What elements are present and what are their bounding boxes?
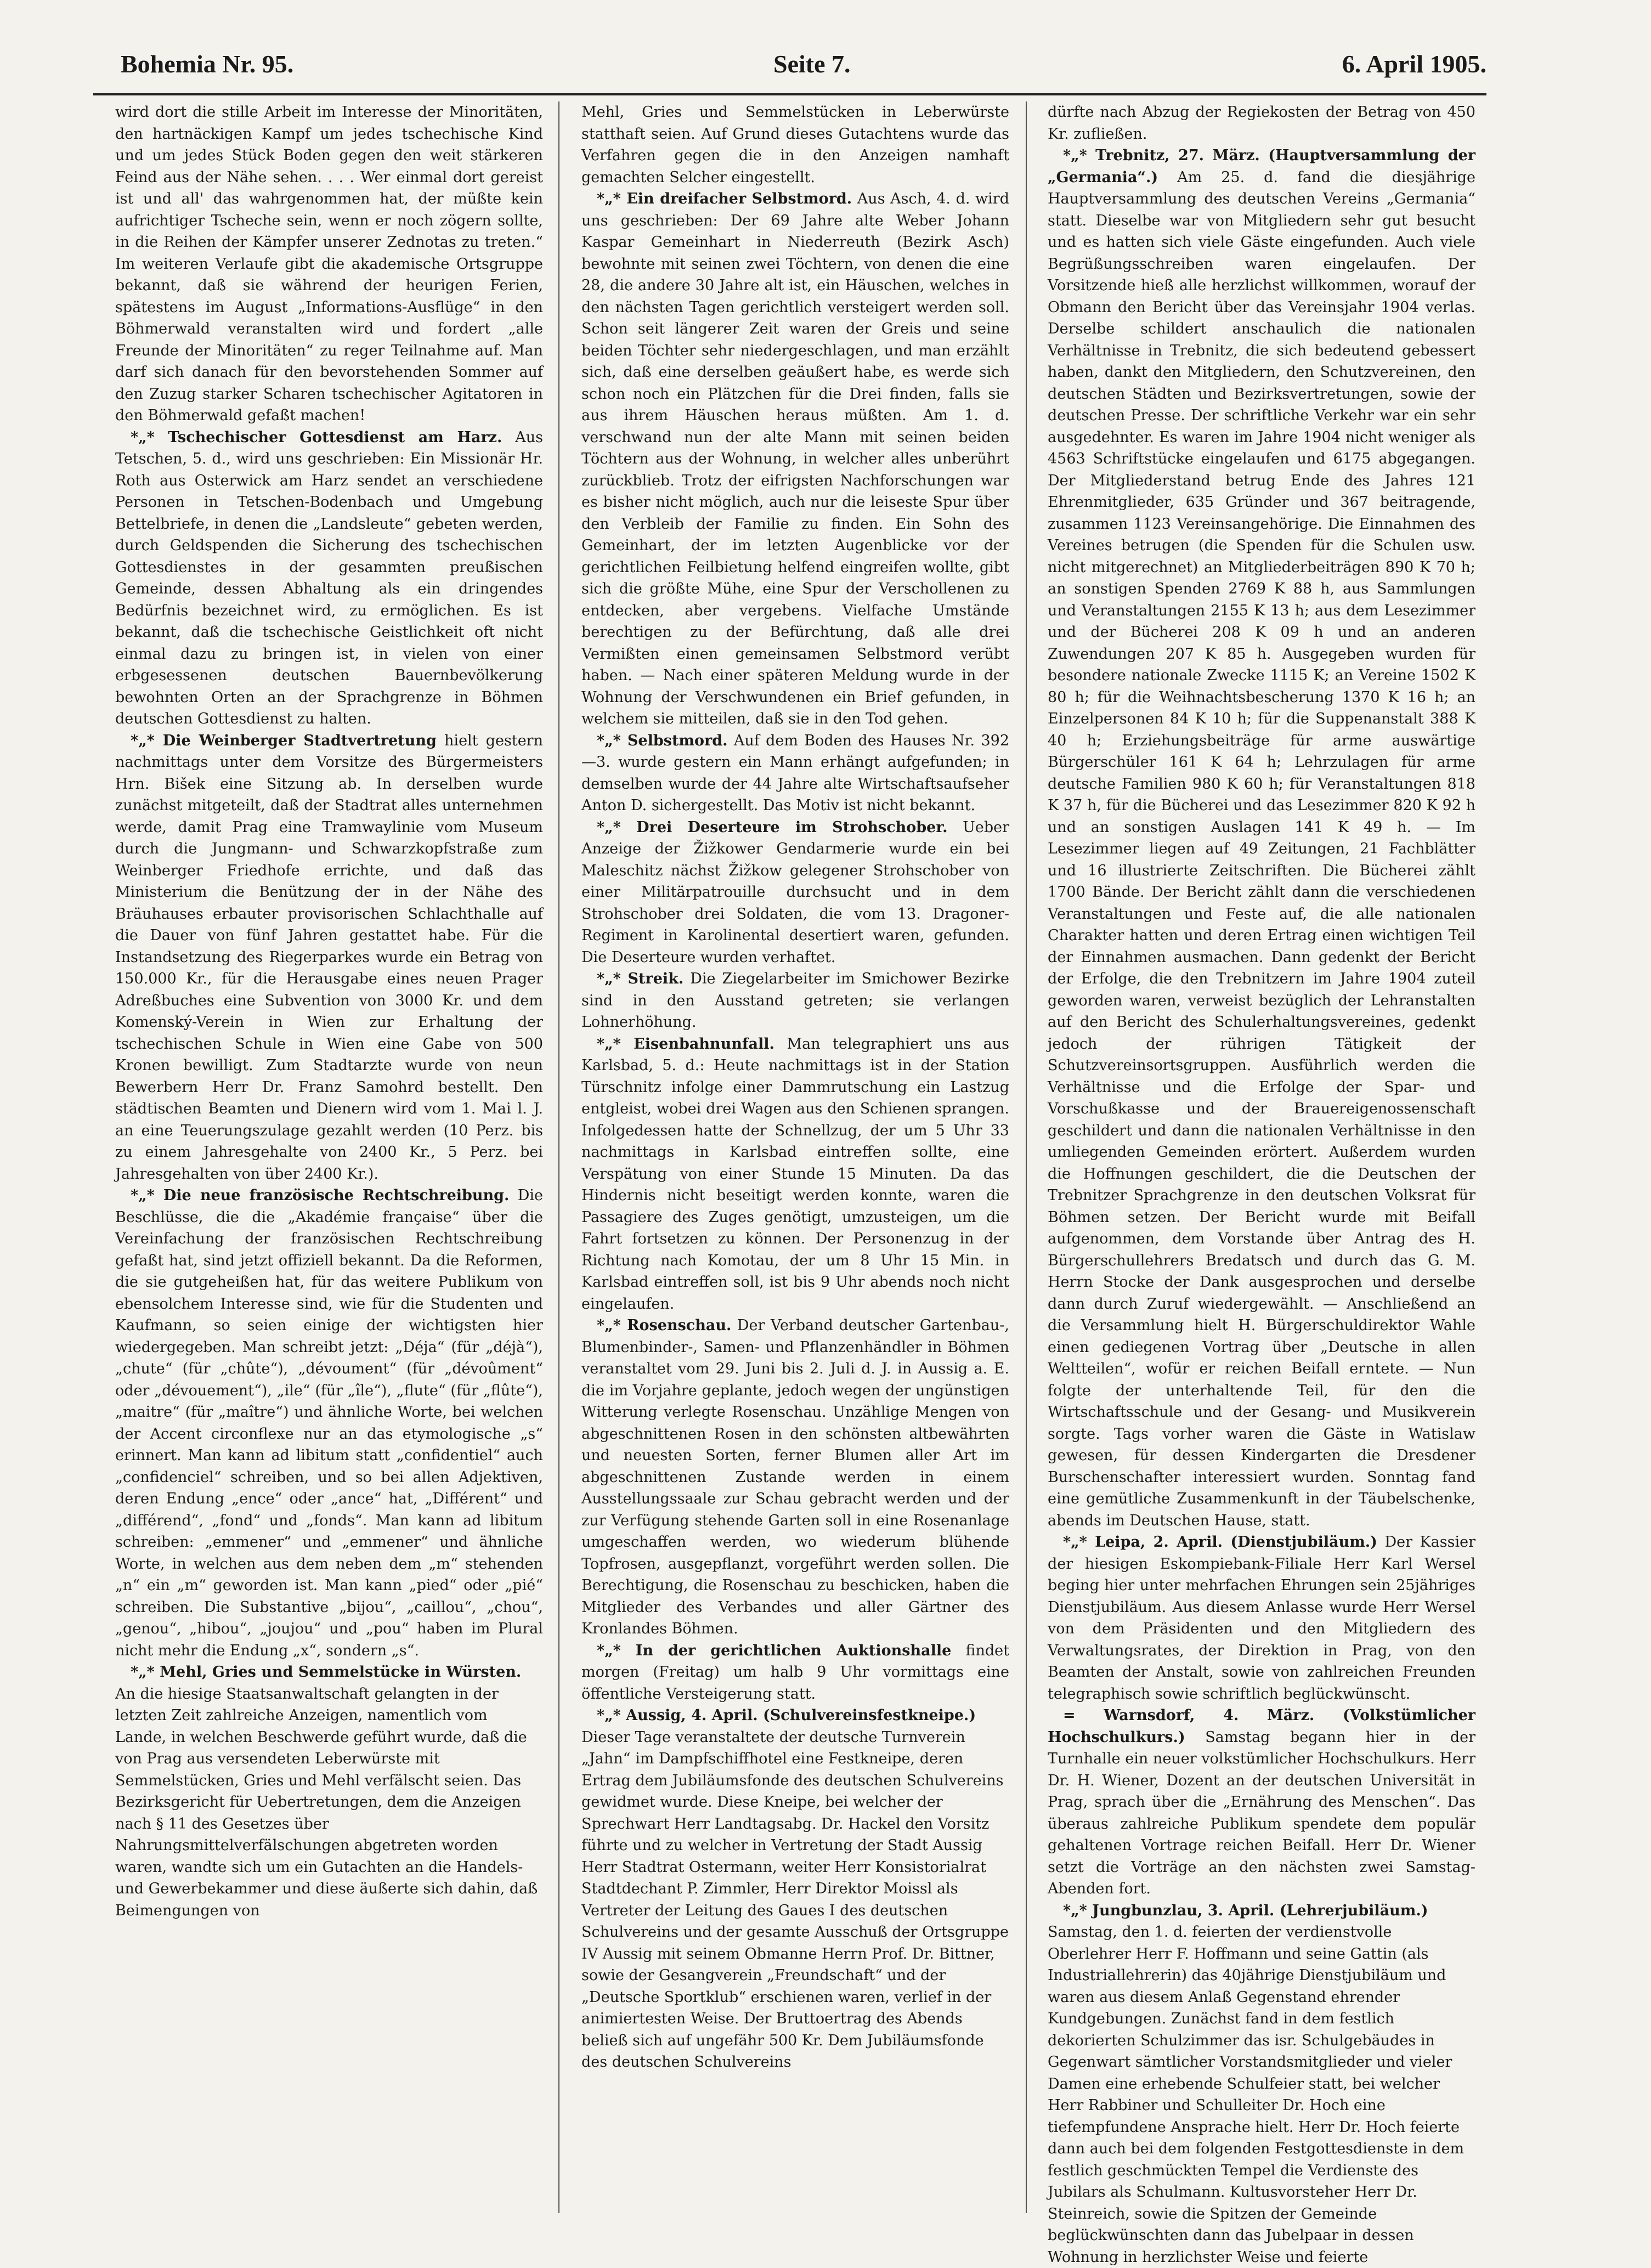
column-1: [115, 101, 543, 2213]
article-headline: *„* Die neue französische Rechtschreibung.: [131, 1187, 510, 1204]
article-text: Man telegraphiert uns aus Karlsbad, 5. d.: Heute nachmittags ist in der Station Türschnitz infolge einer Dammrutschung ein Lastzug entgleist, wobei drei Wagen aus den Schienen sprangen. Infolgedessen hatte der Schnellzug, der um 5 Uhr 33 nachmittags in Karlsbad eintreffen sollte, eine Verspätung von einer Stunde 15 Minuten. Da das Hindernis nicht beseitigt werden konnte, waren die Passagiere des Zuges genötigt, umzusteigen, um die Fahrt fortsetzen zu können. Der Personenzug in der Richtung nach Komotau, der um 8 Uhr 15 Min. in Karlsbad eintreffen soll, ist bis 9 Uhr abends noch nicht eingelaufen.: [581, 1035, 1009, 1313]
page-number: Seite 7.: [773, 50, 851, 78]
article-headline: *„* Streik.: [597, 970, 684, 987]
column-2: [581, 101, 1009, 2213]
article-text: Ueber Anzeige der Žižkower Gendarmerie wurde ein bei Maleschitz nächst Žižkow gelegener Strohschober von einer Militärpatrouille durchsucht und in dem Strohschober drei Soldaten, die vom 13. Dragoner-Regiment in Karolinental desertiert waren, gefunden. Die Deserteure wurden verhaftet.: [581, 818, 1009, 966]
article-text: Samstag begann hier in der Turnhalle ein neuer volkstümlicher Hochschulkurs. Herr Dr. H. Wiener, Dozent an der deutschen Universität in Prag, sprach über die „Ernährung des Menschen“. Das überaus zahlreiche Publikum spendete dem populär gehaltenen Vortrage reichen Beifall. Herr Dr. Wiener setzt die Vorträge an den nächsten zwei Samstag-Abenden fort.: [1048, 1728, 1475, 1897]
article-paragraph: [115, 1661, 543, 1921]
newspaper-page: [93, 33, 1486, 2266]
article-headline: *„* Trebnitz, 27. März. (Hauptversammlung der „Germania“.): [1048, 147, 1475, 186]
article-paragraph: [1048, 1900, 1475, 2268]
article-headline: *„* Jungbunzlau, 3. April. (Lehrerjubiläum.): [1063, 1902, 1428, 1919]
article-text: hielt gestern nachmittags unter dem Vorsitze des Bürgermeisters Hrn. Bišek eine Sitzung ab. In derselben wurde zunächst mitgeteilt, daß der Stadtrat alles unternehmen werde, damit Prag eine Tramwaylinie vom Museum durch die Jungmann- und Schwarzkopfstraße zum Weinberger Friedhofe errichte, und daß das Ministerium die Benützung der in der Nähe des Bräuhauses erbauter provisorischen Schlachthalle auf die Dauer von fünf Jahren gestattet habe. Für die Instandsetzung des Riegerparkes wurde ein Betrag von 150.000 Kr., für die Herausgabe eines neuen Prager Adreßbuches eine Subvention von 3000 Kr. und dem Komenský-Verein in Wien zur Erhaltung der tschechischen Schule in Wien eine Gabe von 500 Kronen bewilligt. Zum Stadtarzte wurde von neun Bewerbern Herr Dr. Franz Samohrd bestellt. Den städtischen Beamten und Dienern wird vom 1. Mai l. J. an eine Teuerungszulage gezahlt werden (10 Perz. bis zu einem Jahresgehalte von 2400 Kr., 5 Perz. bei Jahresgehalten von über 2400 Kr.).: [115, 732, 543, 1183]
article-text: Die Beschlüsse, die die „Akadémie française“ über die Vereinfachung der französischen Rechtschreibung gefaßt hat, sind jetzt offiziell bekannt. Da die Reformen, die sie gutgeheißen hat, für das weitere Publikum von ebensolchem Interesse sind, wie für die Studenten und Kaufmann, so seien einige der wichtigsten hier wiedergegeben. Man schreibt jetzt: „Déja“ (für „déjà“), „chute“ (für „chûte“), „dévoument“ (für „dévoûment“ oder „dévouement“), „ile“ (für „île“), „flute“ (für „flûte“), „maitre“ (für „maître“) und ähnliche Worte, bei welchen der Accent circonflexe nur an das etymologische „s“ erinnert. Man kann ad libitum statt „confidentiel“ auch „confidenciel“ schreiben, und so bei allen Adjektiven, deren Endung „ence“ oder „ance“ hat, „Différent“ und „différend“, „fond“ und „fonds“. Man kann ad libitum schreiben: „emmener“ und „emmener“ und ähnliche Worte, in welchen aus dem neben dem „m“ stehenden „n“ ein „m“ geworden ist. Man kann „pied“ oder „pié“ schreiben. Die Substantive „bijou“, „caillou“, „chou“, „genou“, „hibou“, „joujou“ und „pou“ haben im Plural nicht mehr die Endung „x“, sondern „s“.: [115, 1187, 543, 1659]
article-text: Der Kassier der hiesigen Eskompiebank-Filiale Herr Karl Wersel beging hier unter mehrfachen Ehrungen sein 25jähriges Dienstjubiläum. Aus diesem Anlasse wurde Herr Wersel von dem Präsidenten und den Mitgliedern des Verwaltungsrates, der Direktion in Prag, von den Beamten der Anstalt, sowie von zahlreichen Freunden telegraphisch sowie schriftlich beglückwünscht.: [1048, 1534, 1475, 1703]
issue-date: 6. April 1905.: [1342, 50, 1486, 78]
article-text: wird dort die stille Arbeit im Interesse der Minoritäten, den hartnäckigen Kampf um jedes tschechische Kind und um jedes Stück Boden gegen den weit stärkeren Feind aus der Nähe sehen. . . . Wer einmal dort gereist ist und all' das wahrgenommen hat, der müßte kein aufrichtiger Tscheche sein, wenn er noch zögern sollte, in die Reihen der Kämpfer unserer Zednotas zu treten.“ Im weiteren Verlaufe gibt die akademische Ortsgruppe bekannt, daß sie während der heurigen Ferien, spätestens im August „Informations-Ausflüge“ in den Böhmerwald veranstalten wird und fordert „alle Freunde der Minoritäten“ zu reger Teilnahme auf. Man darf sich danach für den bevorstehenden Sommer auf den Zuzug starker Scharen tschechischer Agitatoren in den Böhmerwald gefaßt machen!: [115, 104, 543, 424]
article-paragraph: [581, 1033, 1009, 1315]
article-headline: *„* Rosenschau.: [597, 1317, 732, 1334]
article-headline: *„* Tschechischer Gottesdienst am Harz.: [131, 428, 502, 446]
article-paragraph: [1048, 1531, 1475, 1705]
page-header: [93, 44, 1486, 88]
article-headline: *„* Selbstmord.: [597, 732, 728, 749]
article-headline: *„* Drei Deserteure im Strohschober.: [597, 818, 948, 836]
article-text: Mehl, Gries und Semmelstücken in Leberwürste statthaft seien. Auf Grund dieses Gutachtens wurde das Verfahren gegen die in den Anzeigen namhaft gemachten Selcher eingestellt.: [581, 104, 1009, 186]
article-paragraph: [581, 730, 1009, 817]
article-paragraph: [1048, 145, 1475, 1531]
article-text: dürfte nach Abzug der Regiekosten der Betrag von 450 Kr. zufließen.: [1048, 104, 1475, 143]
article-text: An die hiesige Staatsanwaltschaft gelangten in der letzten Zeit zahlreiche Anzeigen, namentlich vom Lande, in welchen Beschwerde geführt wurde, daß die von Prag aus versendeten Leberwürste mit Semmelstücken, Gries und Mehl verfälscht seien. Das Bezirksgericht für Uebertretungen, dem die Anzeigen nach § 11 des Gesetzes über Nahrungsmittelverfälschungen abgetreten worden waren, wandte sich um ein Gutachten an die Handels- und Gewerbekammer und diese äußerte sich dahin, daß Beimengungen von: [115, 1685, 538, 1919]
article-text: Aus Asch, 4. d. wird uns geschrieben: Der 69 Jahre alte Weber Johann Kaspar Gemeinhart in Niederreuth (Bezirk Asch) bewohnte mit seinen zwei Töchtern, von denen die eine 28, die andere 30 Jahre alt ist, ein Häuschen, welches in den nächsten Tagen gerichtlich versteigert werden soll. Schon seit längerer Zeit waren der Greis und seine beiden Töchter sehr niedergeschlagen, und man erzählt sich, daß eine derselben geäußert habe, es werde sich schon noch ein Plätzchen für die Drei finden, falls sie aus ihrem Häuschen heraus müßten. Am 1. d. verschwand nun der alte Mann mit seinen beiden Töchtern aus der Wohnung, in welcher alles unberührt zurückblieb. Trotz der eifrigsten Nachforschungen war es bisher nicht möglich, auch nur die leiseste Spur über den Verbleib der Familie zu finden. Ein Sohn des Gemeinhart, der im letzten Augenblicke vor der gerichtlichen Feilbietung helfend eingreifen wollte, gibt sich die größte Mühe, eine Spur der Verschollenen zu entdecken, aber vergebens. Vielfache Umstände berechtigen zu der Befürchtung, daß alle drei Vermißten einen gemeinsamen Selbstmord verübt haben. — Nach einer späteren Meldung wurde in der Wohnung der Verschwundenen ein Brief gefunden, in welchem sie mitteilen, daß sie in den Tod gehen.: [581, 190, 1009, 727]
article-text: Auf dem Boden des Hauses Nr. 392—3. wurde gestern ein Mann erhängt aufgefunden; in demselben wurde der 44 Jahre alte Wirtschaftsaufseher Anton D. sichergestellt. Das Motiv ist nicht bekannt.: [581, 732, 1009, 814]
article-paragraph: [115, 427, 543, 730]
article-text: findet morgen (Freitag) um halb 9 Uhr vormittags eine öffentliche Versteigerung statt.: [581, 1642, 1009, 1703]
article-paragraph: [581, 101, 1009, 188]
article-paragraph: [581, 817, 1009, 969]
article-headline: *„* In der gerichtlichen Auktionshalle: [597, 1642, 952, 1659]
article-paragraph: [581, 968, 1009, 1033]
column-3: [1048, 101, 1475, 2266]
article-paragraph: [115, 101, 543, 427]
header-rule: [93, 93, 1486, 95]
article-headline: *„* Die Weinberger Stadtvertretung: [131, 732, 437, 749]
newspaper-title: Bohemia Nr. 95.: [121, 50, 294, 78]
article-text: Aus Tetschen, 5. d., wird uns geschrieben: Ein Missionär Hr. Roth aus Osterwick am Harz sendet an verschiedene Personen in Tetschen-Bodenbach und Umgebung Bettelbriefe, in denen die „Landsleute“ gebeten werden, durch Geldspenden die Sicherung des tschechischen Gottesdienstes in der gesammten preußischen Gemeinde, dessen Abhaltung als ein dringendes Bedürfnis bezeichnet wird, zu ermöglichen. Es ist bekannt, daß die tschechische Geistlichkeit oft nicht einmal dazu zu bringen ist, in vielen von einer erbgesessenen deutschen Bauernbevölkerung bewohnten Orten an der Sprachgrenze in Böhmen deutschen Gottesdienst zu halten.: [115, 428, 543, 727]
article-paragraph: [1048, 101, 1475, 145]
article-text: Samstag, den 1. d. feierten der verdienstvolle Oberlehrer Herr F. Hoffmann und seine Gattin (als Industriallehrerin) das 40jährige Dienstjubiläum und waren aus diesem Anlaß Gegenstand ehrender Kundgebungen. Zunächst fand in dem festlich dekorierten Schulzimmer das isr. Schulgebäudes in Gegenwart sämtlicher Vorstandsmitglieder und vieler Damen eine erhebende Schulfeier statt, bei welcher Herr Rabbiner und Schulleiter Dr. Hoch eine tiefempfundene Ansprache hielt. Herr Dr. Hoch feierte dann auch bei dem folgenden Festgottesdienste in dem festlich geschmückten Tempel die Verdienste des Jubilars als Schulmann. Kultusvorsteher Herr Dr. Steinreich, sowie die Spitzen der Gemeinde beglückwünschten dann das Jubelpaar in dessen Wohnung in herzlichster Weise und feierte: [1048, 1924, 1465, 2266]
column-divider: [1026, 101, 1027, 2213]
article-text: Der Verband deutscher Gartenbau-, Blumenbinder-, Samen- und Pflanzenhändler in Böhmen veranstaltet vom 29. Juni bis 2. Juli d. J. in Aussig a. E. die im Vorjahre geplante, jedoch wegen der ungünstigen Witterung verlegte Rosenschau. Unzählige Mengen von abgeschnittenen Rosen in den schönsten altbewährten und neuesten Sorten, ferner Blumen aller Art im abgeschnittenen Zustande werden in einem Ausstellungssaale zur Schau gebracht werden und der zur Verfügung stehende Garten soll in eine Rosenanlage umgeschaffen werden, wo wiederum blühende Topfrosen, ausgepflanzt, vorgeführt werden sollen. Die Berechtigung, die Rosenschau zu beschicken, haben die Mitglieder des Verbandes und aller Gärtner des Kronlandes Böhmen.: [581, 1317, 1009, 1637]
article-headline: *„* Leipa, 2. April. (Dienstjubiläum.): [1063, 1534, 1377, 1551]
article-headline: = Warnsdorf, 4. März. (Volkstümlicher Hochschulkurs.): [1048, 1707, 1475, 1746]
article-paragraph: [115, 730, 543, 1185]
article-text: Dieser Tage veranstaltete der deutsche Turnverein „Jahn“ im Dampfschiffhotel eine Festkneipe, deren Ertrag dem Jubiläumsfonde des deutschen Schulvereins gewidmet wurde. Diese Kneipe, bei welcher der Sprechwart Herr Landtagsabg. Dr. Hackel den Vorsitz führte und zu welcher in Vertretung der Stadt Aussig Herr Stadtrat Ostermann, weiter Herr Konsistorialrat Stadtdechant P. Zimmler, Herr Direktor Moissl als Vertreter der Leitung des Gaues I des deutschen Schulvereins und der gesamte Ausschuß der Ortsgruppe IV Aussig mit seinem Obmanne Herrn Prof. Dr. Bittner, sowie der Gesangverein „Freundschaft“ und der „Deutsche Sportklub“ erschienen waren, verlief in der animiertesten Weise. Der Bruttoertrag des Abends beließ sich auf ungefähr 500 Kr. Dem Jubiläumsfonde des deutschen Schulvereins: [581, 1728, 1009, 2071]
article-paragraph: [115, 1185, 543, 1661]
article-text: Am 25. d. fand die diesjährige Hauptversammlung des deutschen Vereins „Germania“ statt. Dieselbe war von Mitgliedern sehr gut besucht und es hatten sich viele Gäste eingefunden. Auch viele Begrüßungsschreiben waren eingelaufen. Der Vorsitzende hieß alle herzlichst willkommen, worauf der Obmann den Bericht über das Vereinsjahr 1904 verlas. Derselbe schildert anschaulich die nationalen Verhältnisse in Trebnitz, die sich bedeutend gebessert haben, dankt den Mitgliedern, den Schutzvereinen, den deutschen Städten und Bezirksvertretungen, sowie der deutschen Presse. Der schriftliche Verkehr war ein sehr ausgedehnter. Es waren im Jahre 1904 nicht weniger als 4563 Schriftstücke eingelaufen und 6175 abgegangen. Der Mitgliederstand betrug Ende des Jahres 121 Ehrenmitglieder, 635 Gründer und 367 beitragende, zusammen 1123 Vereinsangehörige. Die Einnahmen des Vereines betrugen (die Spenden für die Schulen usw. nicht mitgerechnet) an Mitgliederbeiträgen 890 K 70 h; an sonstigen Spenden 2769 K 88 h, aus Sammlungen und Veranstaltungen 2155 K 13 h; aus dem Lesezimmer und der Bücherei 208 K 09 h und an anderen Zuwendungen 207 K 85 h. Ausgegeben wurden für besondere nationale Zwecke 1115 K; an Vereine 1502 K 80 h; für die Weihnachtsbescherung 1370 K 16 h; an Einzelpersonen 84 K 10 h; für die Suppenanstalt 388 K 40 h; Erziehungsbeiträge für arme auswärtige Bürgerschüler 161 K 64 h; Lehrzulagen für arme deutsche Familien 980 K 60 h; für Veranstaltungen 818 K 37 h, für die Bücherei und das Lesezimmer 820 K 92 h und an sonstigen Auslagen 141 K 49 h. — Im Lesezimmer liegen auf 49 Zeitungen, 21 Fachblätter und 16 illustrierte Zeitschriften. Die Bücherei zählt 1700 Bände. Der Bericht zählt dann die verschiedenen Veranstaltungen und Feste auf, die alle nationalen Charakter hatten und deren Ertrag einen wichtigen Teil der Einnahmen ausmachen. Dann gedenkt der Bericht der Erfolge, die den Trebnitzern im Jahre 1904 zuteil geworden waren, verweist bezüglich der Lehranstalten auf den Bericht des Schulerhaltungsvereines, gedenkt jedoch der rührigen Tätigkeit der Schutzvereinsortsgruppen. Ausführlich werden die Verhältnisse und die Erfolge der Spar- und Vorschußkasse und der Brauereigenossenschaft geschildert und dann die nationalen Verhältnisse in den umliegenden Gemeinden erörtert. Außerdem wurden die Hoffnungen geschildert, die die Deutschen der Trebnitzer Sprachgrenze in den deutschen Volksrat für Böhmen setzen. Der Bericht wurde mit Beifall aufgenommen, dem Vorstande über Antrag des H. Bürgerschullehrers Bredatsch und durch das G. M. Herrn Stocke der Dank ausgesprochen und derselbe dann durch Zuruf wiedergewählt. — Anschließend an die Versammlung hielt H. Bürgerschuldirektor Wahle einen gediegenen Vortrag über „Deutsche in allen Weltteilen“, wofür er reichen Beifall erntete. — Nun folgte der unterhaltende Teil, für den die Wirtschaftsschule und der Gesang- und Musikverein sorgte. Tags vorher waren die Gäste in Watislaw gewesen, für dessen Kindergarten die Dresdener Burschenschafter interessiert wurden. Sonntag fand eine gemütliche Zusammenkunft in der Täubelschenke, abends im Deutschen Hause, statt.: [1048, 168, 1475, 1529]
article-paragraph: [581, 1315, 1009, 1640]
article-headline: *„* Aussig, 4. April. (Schulvereinsfestkneipe.): [597, 1707, 976, 1724]
article-paragraph: [581, 188, 1009, 730]
article-paragraph: [581, 1640, 1009, 1705]
article-text: Die Ziegelarbeiter im Smichower Bezirke sind in den Ausstand getreten; sie verlangen Lohnerhöhung.: [581, 970, 1009, 1031]
article-headline: *„* Mehl, Gries und Semmelstücke in Würsten.: [131, 1664, 522, 1681]
article-headline: *„* Ein dreifacher Selbstmord.: [597, 190, 852, 207]
article-paragraph: [581, 1705, 1009, 2073]
article-paragraph: [1048, 1705, 1475, 1900]
article-headline: *„* Eisenbahnunfall.: [597, 1035, 774, 1053]
column-divider: [558, 101, 559, 2213]
